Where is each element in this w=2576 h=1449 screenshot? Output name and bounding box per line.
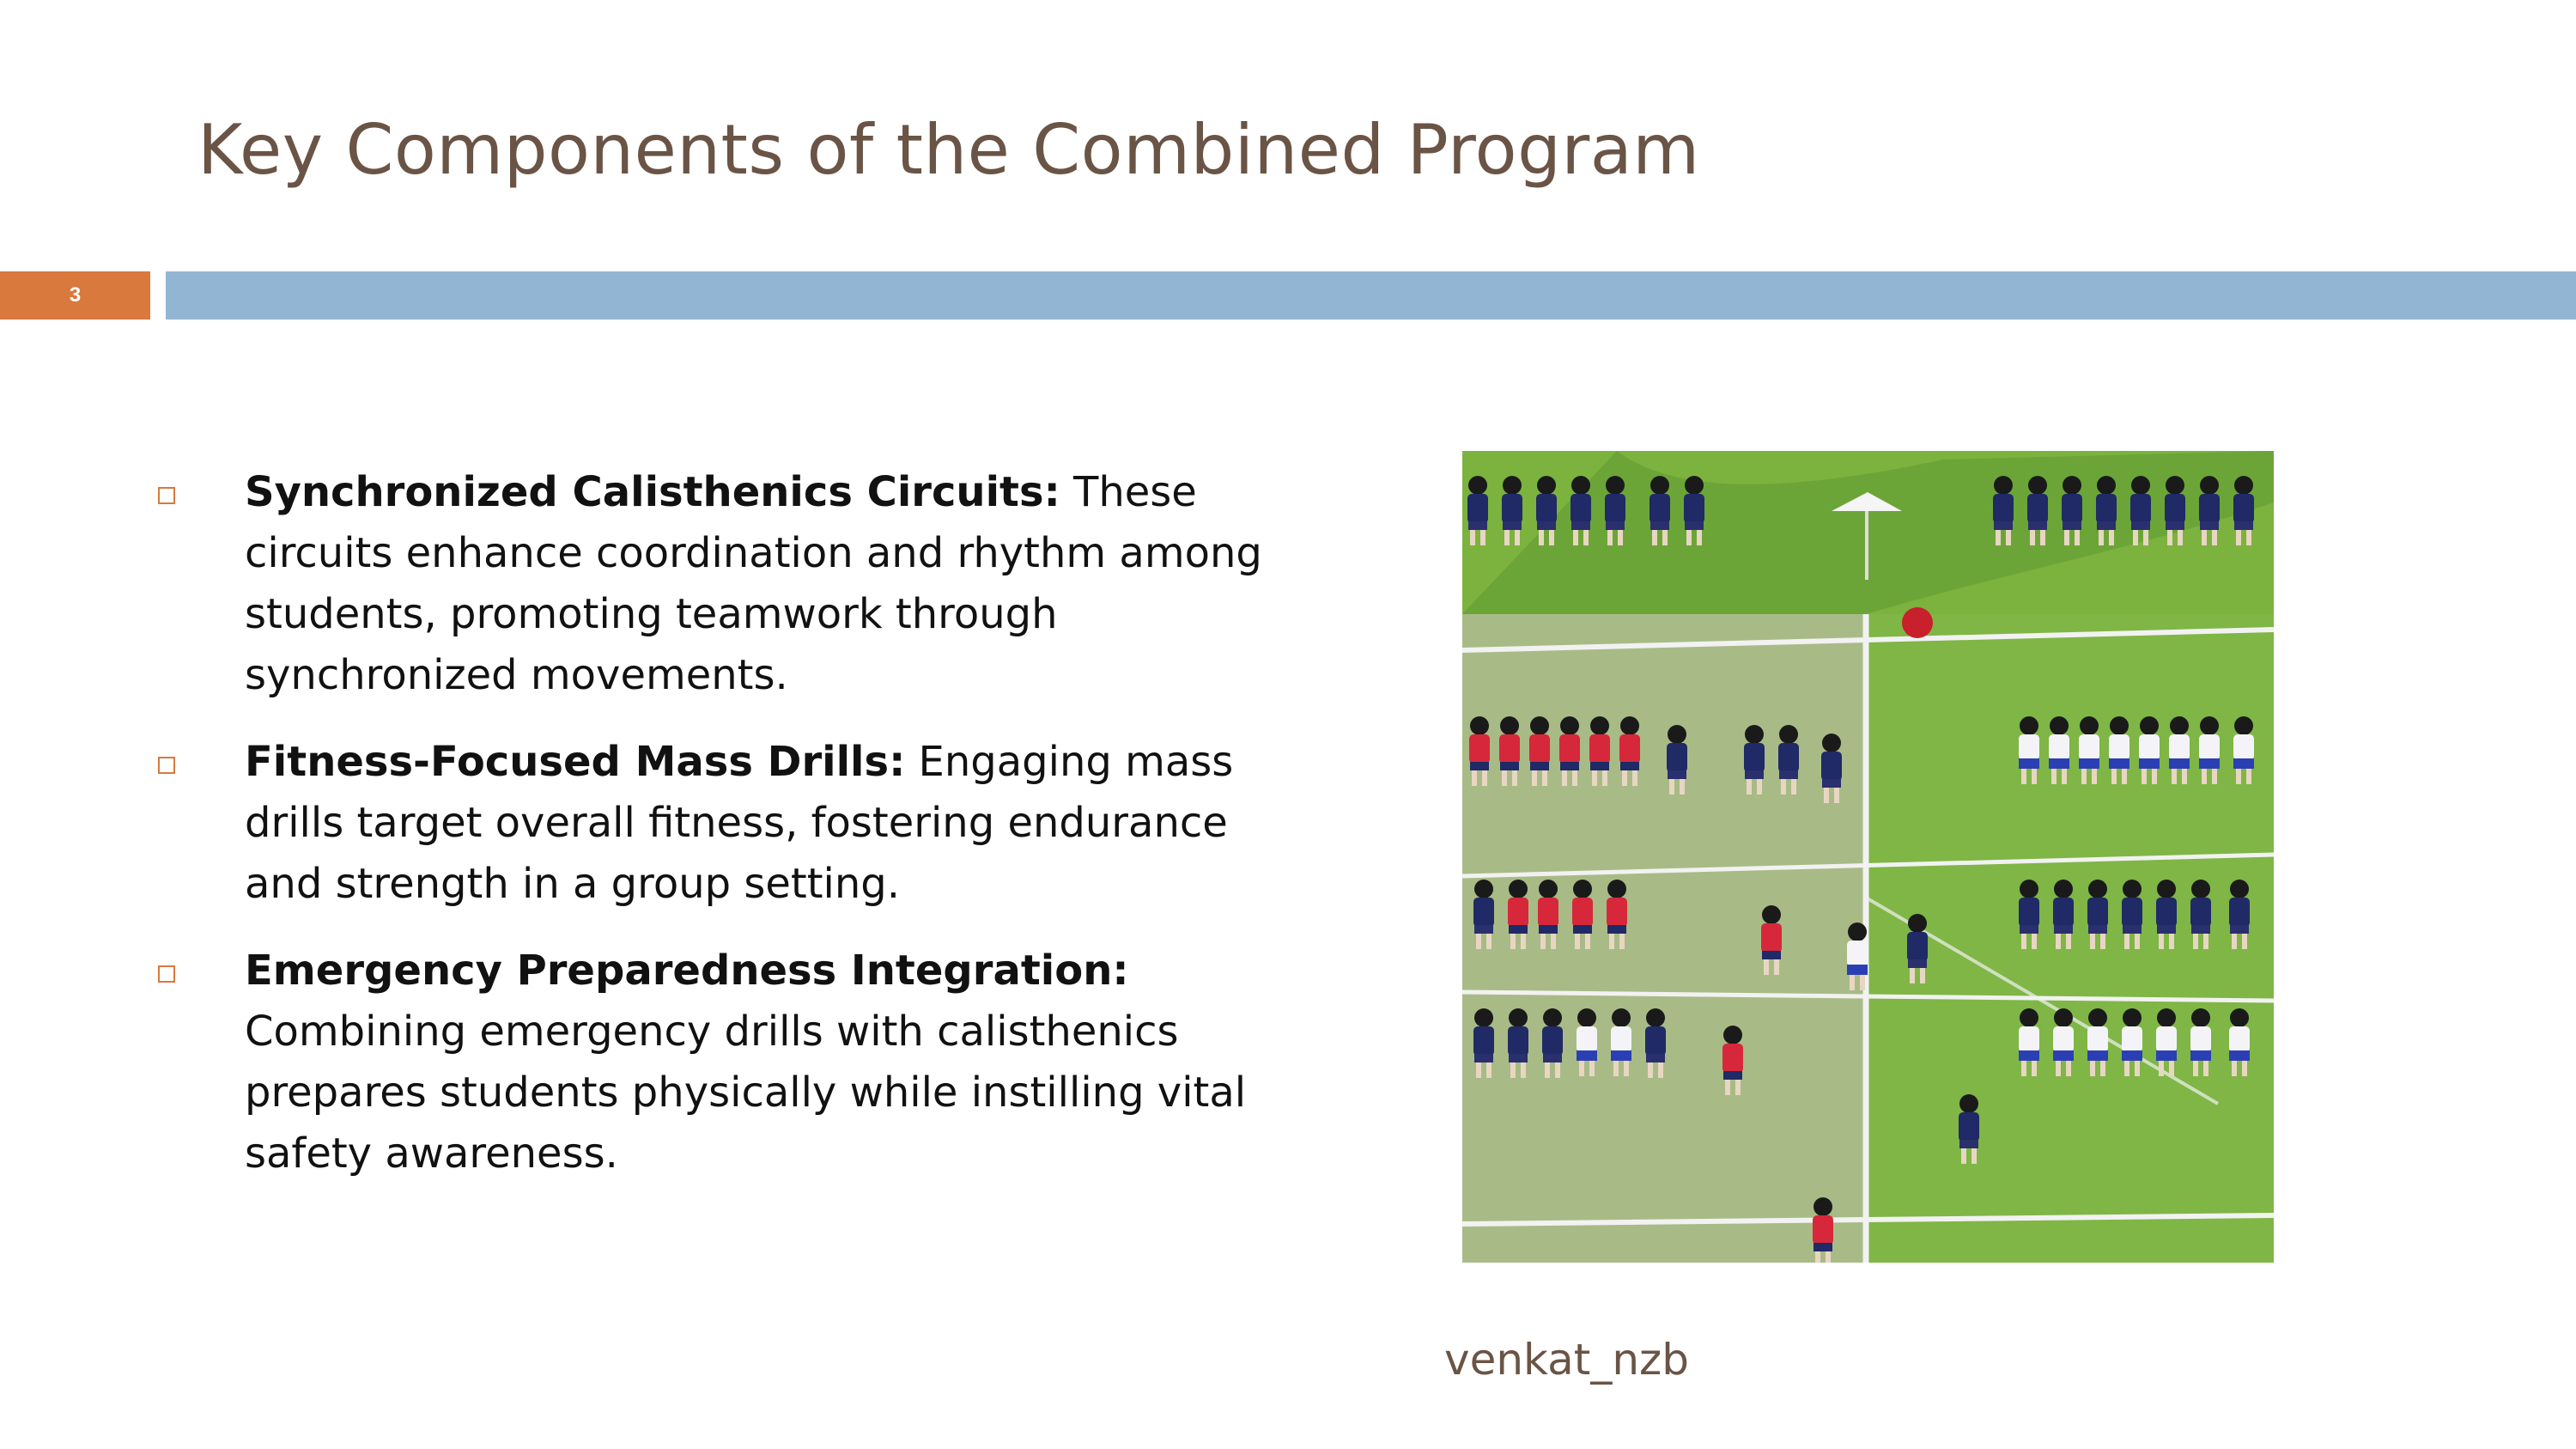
square-bullet-icon [158, 965, 175, 983]
bullet-paragraph [245, 941, 1305, 1184]
bullet-body: Combining emergency drills with calisthenics prepares students physically while instilling vital safety awareness. [245, 1008, 1247, 1178]
students-drill-photo [1462, 451, 2274, 1263]
footer-author: venkat_nzb [1444, 1335, 1690, 1385]
square-bullet-icon [158, 487, 175, 504]
title-divider-bar [166, 271, 2576, 320]
square-bullet-icon [158, 757, 175, 774]
bullet-heading: Emergency Preparedness Integration: [245, 947, 1129, 995]
bullet-item-mass-drills [155, 732, 1305, 915]
bullet-item-emergency [155, 941, 1305, 1184]
slide-number: 3 [69, 283, 82, 307]
bullet-item-calisthenics [155, 462, 1305, 706]
bullet-list [155, 462, 1305, 1210]
slide-title: Key Components of the Combined Program [197, 110, 1700, 190]
slide-number-badge [0, 271, 150, 320]
bullet-paragraph [245, 462, 1305, 706]
bullet-body: Engaging mass drills target overall fitness, fostering endurance and strength in a group setting. [245, 738, 1234, 908]
bullet-heading: Fitness-Focused Mass Drills: [245, 738, 906, 786]
bullet-paragraph [245, 732, 1305, 915]
bullet-heading: Synchronized Calisthenics Circuits: [245, 468, 1060, 516]
bullet-body: These circuits enhance coordination and rhythm among students, promoting teamwork through synchronized movements. [245, 468, 1262, 699]
